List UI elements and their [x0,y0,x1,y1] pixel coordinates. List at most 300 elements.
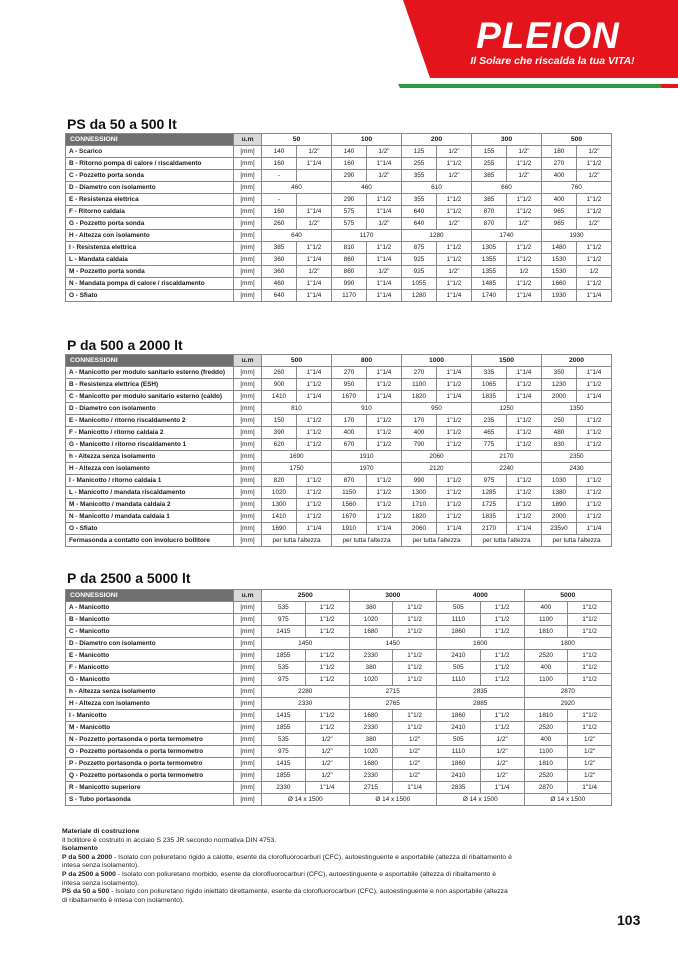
table-cell: 1530 [542,254,577,266]
row-label: N - Manicotto / mandata caldaia 1 [66,511,234,523]
spec-table-p-500-2000 [65,354,612,547]
table-cell: 1"1/2 [507,427,542,439]
table-cell: 1"1/4 [367,254,402,266]
table-cell: 1/2" [568,770,612,782]
table-cell: 1"1/2 [568,650,612,662]
table-cell: 1/2" [480,758,524,770]
notes-material-title: Materiale di costruzione [62,828,140,835]
table-row [66,794,612,806]
row-label: P - Pozzetto portasonda o porta termometro [66,758,234,770]
table-cell: 2000 [542,511,577,523]
row-unit: [mm] [234,194,262,206]
row-label: G - Manicotto [66,674,234,686]
notes-insulation-title: Isolamento [62,845,98,853]
table-cell: 1"1/2 [437,487,472,499]
table-cell: 1"1/2 [577,415,612,427]
table-cell: 1680 [349,710,393,722]
table-cell: 1710 [402,499,437,511]
row-unit: [mm] [234,146,262,158]
row-label: M - Pozzetto porta sonda [66,266,234,278]
table-cell: 1740 [472,230,542,242]
table-cell: 1"1/2 [393,626,437,638]
table-cell: 350 [542,367,577,379]
table-cell: 1"1/2 [568,674,612,686]
row-label: I - Manicotto / ritorno caldaia 1 [66,475,234,487]
table-cell: 400 [524,602,568,614]
row-label: R - Manicotto superiore [66,782,234,794]
table-cell: 1"1/2 [577,194,612,206]
table-cell: 775 [472,439,507,451]
table-cell: 1170 [332,290,367,302]
table-cell: 1"1/2 [577,427,612,439]
table-cell: 1"1/2 [437,242,472,254]
table-cell: 480 [542,427,577,439]
row-label: F - Manicotto / ritorno caldaia 2 [66,427,234,439]
row-label: N - Mandata pompa di calore / riscaldamento [66,278,234,290]
notes-material-text: Il bollitore è costruito in acciaio S 235 JR secondo normativa DIN 4753. [62,836,277,844]
table-cell: 1"1/2 [437,511,472,523]
table-cell: 990 [402,475,437,487]
table-cell: 1/2" [393,746,437,758]
table-cell: 1"1/2 [577,254,612,266]
table-cell: 1"1/2 [507,499,542,511]
table-cell: 1"1/2 [305,614,349,626]
row-unit: [mm] [234,674,262,686]
table-cell: 1/2" [437,146,472,158]
table-cell: 2060 [402,523,437,535]
table-cell: 1055 [402,278,437,290]
table-cell: 1300 [262,499,297,511]
table-cell: 1"1/2 [305,650,349,662]
table-cell: 140 [332,146,367,158]
table-cell: 1410 [262,511,297,523]
table-cell: 355 [402,170,437,182]
table-cell: 1280 [402,290,437,302]
table-cell: 1"1/4 [297,391,332,403]
table-cell: 1670 [332,391,367,403]
table-cell: 505 [437,602,481,614]
row-label: E - Resistenza elettrica [66,194,234,206]
table-cell: 1020 [349,614,393,626]
table-cell: 1"1/2 [393,722,437,734]
table-cell: 1910 [332,451,402,463]
table-cell: 1860 [437,758,481,770]
column-header-unit: u.m [234,355,262,367]
table-row [66,511,612,523]
row-unit: [mm] [234,475,262,487]
row-label: I - Resistenza elettrica [66,242,234,254]
row-label: D - Diametro con isolamento [66,638,234,650]
table-cell: 1"1/4 [480,782,524,794]
table-cell: 1930 [542,230,612,242]
table-cell: 150 [262,415,297,427]
table-cell: 1110 [437,614,481,626]
table-cell: 360 [262,266,297,278]
table-cell: 1"1/2 [480,674,524,686]
column-header-size: 500 [542,134,612,146]
table-cell: 1"1/2 [297,487,332,499]
column-header-size: 50 [262,134,332,146]
row-label: B - Manicotto [66,614,234,626]
table-cell: 290 [332,170,367,182]
table-row [66,770,612,782]
table-cell: 1100 [524,746,568,758]
column-header-size: 2500 [262,590,350,602]
table-cell: 1300 [402,487,437,499]
table-cell: 1"1/2 [437,158,472,170]
table-cell: 1"1/2 [480,722,524,734]
table-cell: Ø 14 x 1500 [437,794,525,806]
section-title: PS da 50 a 500 lt [67,116,177,132]
table-cell: 505 [437,734,481,746]
row-label: D - Diametro con isolamento [66,182,234,194]
table-cell: 1"1/4 [297,278,332,290]
column-header-unit: u.m [234,134,262,146]
table-cell: 1660 [542,278,577,290]
table-row [66,194,612,206]
table-row [66,278,612,290]
table-cell: 975 [472,475,507,487]
row-unit: [mm] [234,439,262,451]
table-cell: 925 [402,266,437,278]
table-cell: 1450 [349,638,437,650]
table-cell: 1030 [542,475,577,487]
table-cell: 1"1/2 [305,674,349,686]
table-cell: 385 [262,242,297,254]
table-cell: 1"1/2 [367,194,402,206]
table-cell: 950 [332,379,367,391]
table-cell: Ø 14 x 1500 [349,794,437,806]
table-cell: 870 [332,475,367,487]
table-cell: 760 [542,182,612,194]
table-cell: 1415 [262,626,306,638]
table-cell: 1485 [472,278,507,290]
spec-table-ps-50-500 [65,133,612,302]
table-cell: 2430 [542,463,612,475]
table-cell: 1450 [262,638,350,650]
table-cell: 975 [262,746,306,758]
table-cell: 1/2" [577,146,612,158]
table-cell: 460 [332,182,402,194]
table-cell: 1860 [437,626,481,638]
table-cell: 1020 [349,674,393,686]
table-cell: 1"1/2 [367,242,402,254]
table-cell: 820 [262,475,297,487]
table-cell: 1690 [262,523,297,535]
table-cell: 1"1/2 [437,194,472,206]
table-cell: 2330 [349,650,393,662]
row-unit: [mm] [234,511,262,523]
table-row [66,686,612,698]
table-cell: 1"1/2 [437,206,472,218]
table-cell: 2715 [349,782,393,794]
table-cell: 1380 [542,487,577,499]
table-cell: 1"1/4 [507,523,542,535]
table-cell: 1"1/2 [437,427,472,439]
table-row [66,427,612,439]
table-cell: 1"1/2 [305,662,349,674]
row-unit: [mm] [234,451,262,463]
table-cell: 385 [472,194,507,206]
table-cell: 1"1/2 [577,475,612,487]
table-cell: 1"1/2 [577,379,612,391]
table-cell: 1"1/4 [305,782,349,794]
table-cell: 1"1/2 [297,427,332,439]
table-cell: 2520 [524,650,568,662]
table-cell: 1"1/2 [367,511,402,523]
table-row [66,614,612,626]
table-row [66,379,612,391]
row-unit: [mm] [234,626,262,638]
table-row [66,710,612,722]
table-cell: 1/2" [507,146,542,158]
table-cell: 1410 [262,391,297,403]
table-cell: 1"1/2 [507,158,542,170]
row-label: H - Altezza con isolamento [66,698,234,710]
table-cell: 1"1/4 [507,290,542,302]
row-unit: [mm] [234,746,262,758]
table-cell: 140 [262,146,297,158]
row-unit: [mm] [234,734,262,746]
row-label: L - Mandata caldaia [66,254,234,266]
table-cell: 1"1/2 [393,674,437,686]
table-row [66,451,612,463]
row-unit: [mm] [234,266,262,278]
row-unit: [mm] [234,170,262,182]
table-cell: 1"1/2 [393,614,437,626]
table-cell: 1285 [472,487,507,499]
table-cell: 1"1/2 [577,242,612,254]
table-cell: 910 [332,403,402,415]
column-header-connections: CONNESSIONI [66,355,234,367]
table-cell: 1"1/2 [507,439,542,451]
table-cell [297,170,332,182]
table-cell: 1740 [472,290,507,302]
table-cell: 1"1/2 [367,499,402,511]
table-cell: 400 [542,170,577,182]
table-cell: 1"1/4 [393,782,437,794]
table-cell: 380 [349,734,393,746]
table-cell: 255 [472,158,507,170]
table-cell: 2920 [524,698,612,710]
row-unit: [mm] [234,206,262,218]
table-cell: 1"1/4 [577,391,612,403]
table-cell: 1"1/2 [507,487,542,499]
table-cell: 1"1/4 [367,367,402,379]
table-cell: Ø 14 x 1500 [262,794,350,806]
table-cell: 125 [402,146,437,158]
table-cell: per tutta l'altezza [542,535,612,547]
table-cell: 1/2" [297,266,332,278]
table-cell: 860 [332,254,367,266]
table-row [66,403,612,415]
table-cell: 155 [472,146,507,158]
row-label: E - Manicotto [66,650,234,662]
table-cell: 1"1/2 [577,511,612,523]
table-cell: 1"1/2 [393,650,437,662]
table-cell: 1110 [437,746,481,758]
table-cell: 1/2" [480,770,524,782]
row-label: M - Manicotto [66,722,234,734]
table-cell: 1"1/2 [577,158,612,170]
table-cell: 1"1/2 [437,415,472,427]
table-cell: 1"1/2 [297,475,332,487]
table-cell: 1"1/2 [568,602,612,614]
table-cell: 1"1/2 [437,475,472,487]
row-unit: [mm] [234,614,262,626]
table-cell: 260 [262,218,297,230]
table-cell: 270 [402,367,437,379]
row-label: h - Altezza senza isolamento [66,686,234,698]
table-cell: 2170 [472,523,507,535]
table-cell: 1100 [402,379,437,391]
table-cell: 1100 [524,614,568,626]
table-cell: 270 [542,158,577,170]
table-cell: 1"1/2 [297,242,332,254]
table-row [66,242,612,254]
table-cell: 1/2" [437,218,472,230]
table-cell: 1"1/2 [507,194,542,206]
table-cell: 1670 [332,511,367,523]
table-cell: 380 [349,662,393,674]
table-cell: 535 [262,662,306,674]
table-cell: 610 [402,182,472,194]
row-label: F - Ritorno caldaia [66,206,234,218]
table-cell: 1860 [437,710,481,722]
table-row [66,475,612,487]
table-cell: 1"1/4 [367,278,402,290]
row-unit: [mm] [234,782,262,794]
table-cell: 290 [332,194,367,206]
table-cell: 1/2" [507,218,542,230]
table-cell: 1415 [262,758,306,770]
notes-item: P da 2500 a 5000 - Isolato con poliuretano morbido, esente da clorofluorocarburi (CFC), autoestinguente e asportabile (altezza di ribaltamento è intesa senza isolamento). [62,870,497,887]
notes-item: P da 500 a 2000 - Isolato con poliuretano rigido a calotte, esente da clorofluorocarburi (CFC), autoestinguente e asportabile (altezza di ribaltamento è intesa senza isolamento). [62,853,512,870]
page-number: 103 [617,912,641,928]
column-header-connections: CONNESSIONI [66,590,234,602]
table-cell: 235v0 [542,523,577,535]
column-header-size: 800 [332,355,402,367]
table-cell: 1"1/2 [297,439,332,451]
table-row [66,182,612,194]
table-cell: 965 [542,218,577,230]
table-cell: 1"1/4 [437,391,472,403]
table-cell: 640 [402,218,437,230]
column-header-size: 200 [402,134,472,146]
row-unit: [mm] [234,535,262,547]
table-cell: 1"1/2 [305,626,349,638]
table-cell: 1"1/4 [577,523,612,535]
table-cell: 1150 [332,487,367,499]
table-cell: 400 [402,427,437,439]
table-cell: 2280 [262,686,350,698]
table-row [66,499,612,511]
table-cell: 1"1/2 [367,487,402,499]
table-cell: 385 [472,170,507,182]
row-unit: [mm] [234,463,262,475]
table-cell: 2715 [349,686,437,698]
table-cell: 1"1/2 [568,626,612,638]
table-cell: per tutta l'altezza [402,535,472,547]
table-cell: 2240 [472,463,542,475]
table-cell: 1930 [542,290,577,302]
table-cell: 1"1/2 [480,602,524,614]
table-cell: 2330 [349,770,393,782]
table-cell: 1"1/2 [568,710,612,722]
table-cell: 925 [402,254,437,266]
column-header-size: 4000 [437,590,525,602]
table-cell: 160 [262,158,297,170]
table-cell: 1/2" [367,218,402,230]
row-unit: [mm] [234,602,262,614]
table-cell: 1110 [437,674,481,686]
table-cell: 975 [262,674,306,686]
row-unit: [mm] [234,254,262,266]
table-cell: 1/2" [367,266,402,278]
notes-block [62,828,512,905]
table-cell: 1"1/4 [297,206,332,218]
row-label: O - Sfiato [66,523,234,535]
table-cell: 270 [332,367,367,379]
table-cell: 1"1/4 [568,782,612,794]
table-cell: 1"1/4 [297,367,332,379]
table-row [66,463,612,475]
table-cell: 1835 [472,391,507,403]
table-cell: 1855 [262,722,306,734]
table-row [66,254,612,266]
row-unit: [mm] [234,722,262,734]
table-cell: 900 [262,379,297,391]
table-cell: 1"1/2 [507,242,542,254]
row-unit: [mm] [234,218,262,230]
table-cell: 1"1/2 [437,439,472,451]
row-label: M - Manicotto / mandata caldaia 2 [66,499,234,511]
table-cell: 1"1/2 [507,206,542,218]
table-cell: 400 [524,662,568,674]
column-header-size: 3000 [349,590,437,602]
table-cell: 1"1/4 [297,523,332,535]
table-cell: 1355 [472,266,507,278]
table-cell: 1/2" [393,758,437,770]
table-cell: 640 [402,206,437,218]
table-cell: 1"1/2 [507,379,542,391]
table-cell: 1/2" [305,758,349,770]
row-unit: [mm] [234,638,262,650]
table-cell: 860 [332,266,367,278]
table-cell: 1020 [349,746,393,758]
table-cell: 1"1/2 [393,710,437,722]
table-row [66,758,612,770]
table-cell: 1"1/2 [480,710,524,722]
table-header-row [66,134,612,146]
table-cell: 640 [262,230,332,242]
table-cell: 1280 [402,230,472,242]
table-cell: 670 [332,439,367,451]
section-title: P da 2500 a 5000 lt [67,570,191,586]
table-cell: 1/2" [568,746,612,758]
table-cell: 1065 [472,379,507,391]
table-cell: 400 [542,194,577,206]
table-cell: 1"1/2 [507,254,542,266]
row-label: I - Manicotto [66,710,234,722]
spec-table-p-2500-5000 [65,589,612,806]
table-cell: 1810 [524,710,568,722]
table-cell: 1820 [402,391,437,403]
brand-logo: PLEION [476,15,620,56]
table-cell: 810 [332,242,367,254]
table-cell: 1"1/2 [367,415,402,427]
table-cell: 1/2" [393,734,437,746]
